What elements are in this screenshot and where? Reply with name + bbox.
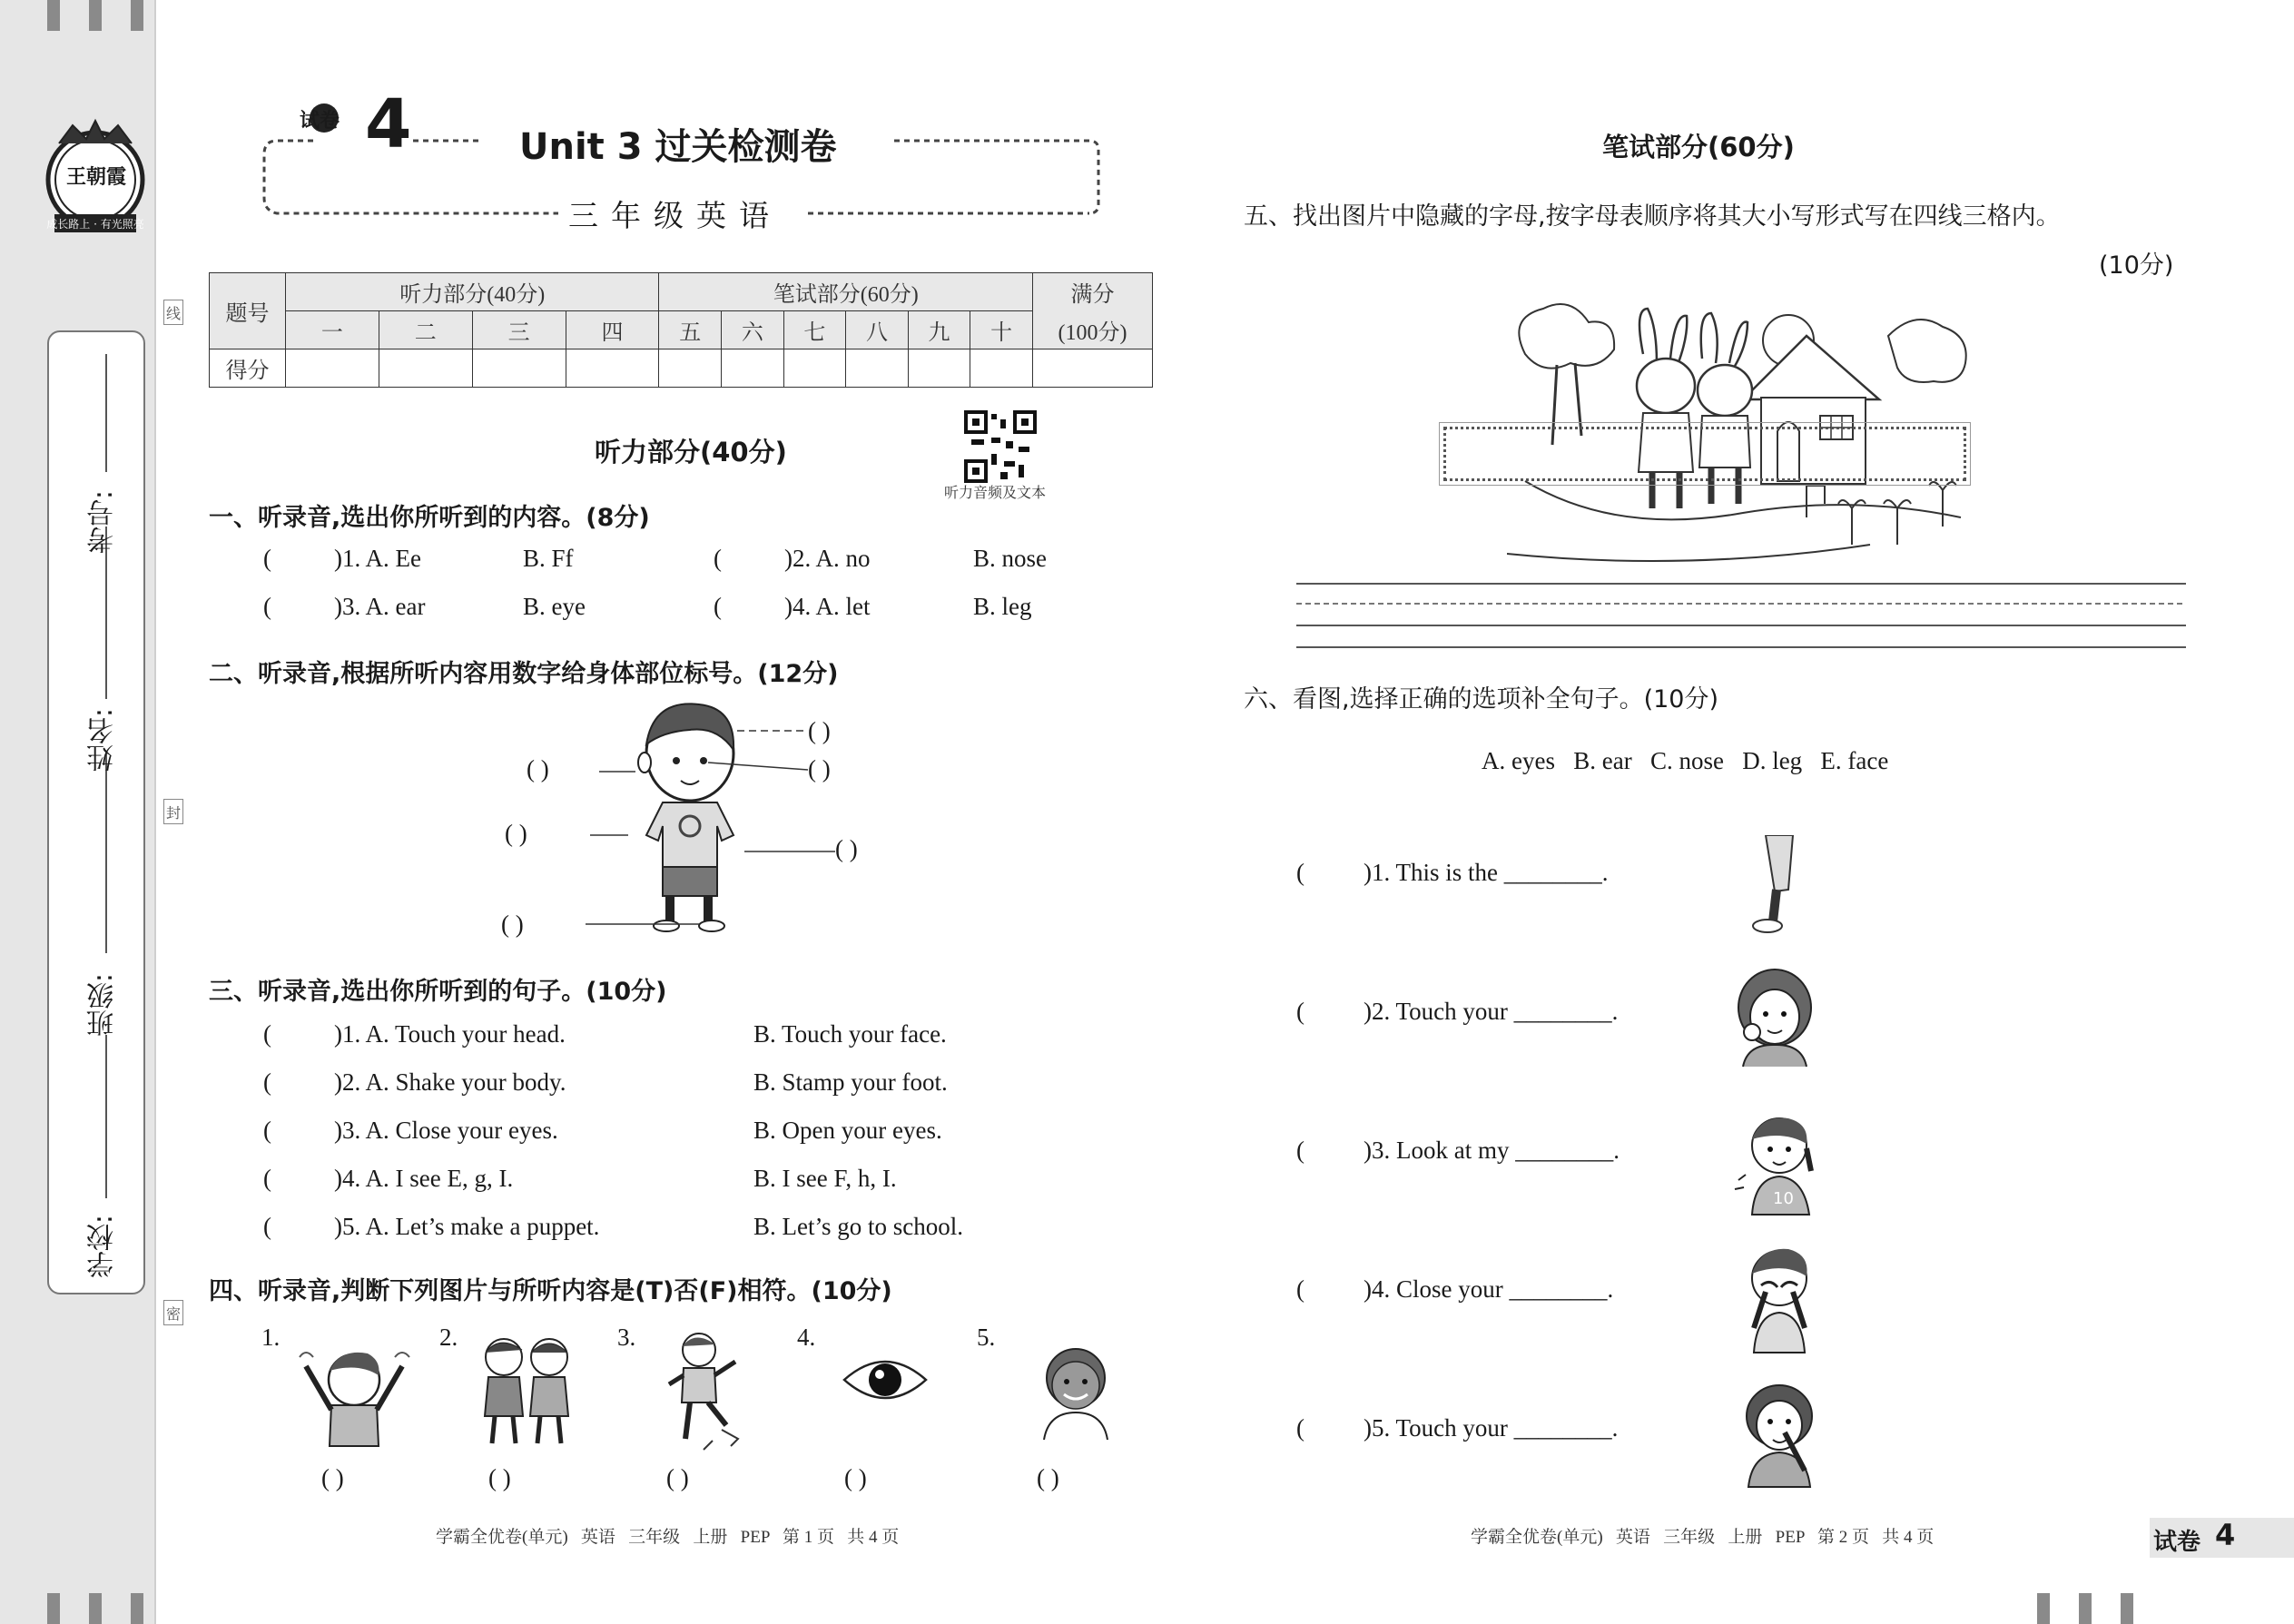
score-table [209,272,1153,388]
q3-option-a: )5. A. Let’s make a puppet. [334,1213,600,1240]
q3-option-b: B. I see F, h, I. [753,1165,897,1192]
boy-covering-eyes-picture [1734,1242,1825,1355]
svg-text:10: 10 [1773,1189,1794,1208]
qr-code-icon[interactable] [964,410,1037,483]
grid-line [1296,646,2186,648]
table-cell: 四 [566,311,659,349]
tf-answer-blank[interactable]: ( ) [488,1464,511,1491]
two-kids-picture [472,1330,581,1448]
table-cell: 三 [472,311,566,349]
table-cell: 六 [722,311,784,349]
body-part-blank[interactable]: ( ) [501,910,524,938]
student-info-box [47,330,145,1294]
binding-tick [2079,1593,2092,1624]
body-part-blank[interactable]: ( ) [527,755,549,782]
body-part-blank[interactable]: ( ) [835,835,858,862]
page-subtitle: 三年级英语 [568,198,782,233]
badge-label: 试卷 [300,110,340,133]
boy-pointing-eye-picture [1729,1107,1829,1216]
question-6-heading: 六、看图,选择正确的选项补全句子。(10分) [1244,685,1719,714]
table-header-cell: 得分 [210,349,286,388]
q1-item-1: )1. A. Ee [334,545,421,572]
question-4-heading: 四、听录音,判断下列图片与所听内容是(T)否(F)相符。(10分) [209,1277,892,1305]
binding-mark: 封 [163,799,183,824]
writing-section-title: 笔试部分(60分) [1602,132,1795,162]
table-cell: 九 [908,311,970,349]
binding-tick [131,1593,143,1624]
table-cell: 七 [783,311,846,349]
q6-sentence-3: )3. Look at my ________. [1364,1137,1620,1164]
girl-touching-ear-picture [1729,967,1820,1071]
picture-label: 5. [977,1324,996,1351]
answer-paren[interactable]: ( [714,545,722,572]
score-input[interactable] [659,349,722,388]
binding-tick [47,1593,60,1624]
eye-picture [840,1353,930,1407]
page-1-footer: 学霸全优卷(单元) 英语 三年级 上册 PEP 第 1 页 共 4 页 [436,1528,900,1547]
binding-tick [2037,1593,2050,1624]
paper-tag-number: 4 [2215,1518,2236,1552]
table-cell: 二 [379,311,472,349]
binding-tick [89,1593,102,1624]
answer-paren[interactable]: ( [263,1165,271,1192]
score-input[interactable] [1033,349,1153,388]
word-bank-box [1443,427,1966,481]
stamping-kid-picture [658,1330,749,1452]
q1-option-b: B. Ff [523,545,574,572]
q6-sentence-2: )2. Touch your ________. [1364,998,1619,1025]
table-cell: 十 [970,311,1033,349]
class-label: 班级: [87,973,119,1038]
binding-tick [47,0,60,31]
four-line-writing-grid[interactable] [1296,583,2186,648]
score-input[interactable] [286,349,379,388]
answer-paren[interactable]: ( [1296,1275,1305,1303]
body-part-blank[interactable]: ( ) [808,755,831,782]
girl-touching-nose-picture [1732,1380,1827,1489]
table-cell: 一 [286,311,379,349]
q3-option-a: )2. A. Shake your body. [334,1068,566,1096]
answer-paren[interactable]: ( [263,593,271,620]
binding-mark: 线 [163,300,183,325]
score-input[interactable] [722,349,784,388]
tf-answer-blank[interactable]: ( ) [1037,1464,1059,1491]
qr-caption: 听力音频及文本 [944,484,1047,501]
page-2-footer: 学霸全优卷(单元) 英语 三年级 上册 PEP 第 2 页 共 4 页 [1471,1528,1935,1547]
answer-paren[interactable]: ( [1296,998,1305,1025]
q1-item-2: )2. A. no [784,545,871,572]
listening-section-title: 听力部分(40分) [595,437,787,468]
q1-option-b: B. eye [523,593,586,620]
word-bank: A. eyes B. ear C. nose D. leg E. face [1482,747,1889,774]
tf-answer-blank[interactable]: ( ) [666,1464,689,1491]
picture-label: 3. [617,1324,636,1351]
smiling-face-picture [1026,1342,1126,1442]
waving-kid-picture [295,1339,413,1448]
body-part-blank[interactable]: ( ) [808,717,831,744]
body-part-blank[interactable]: ( ) [505,820,527,847]
q6-sentence-5: )5. Touch your ________. [1364,1414,1619,1442]
q1-item-4: )4. A. let [784,593,871,620]
q6-sentence-1: )1. This is the ________. [1364,859,1609,886]
class-field[interactable] [105,753,107,953]
school-label: 学校: [87,1215,119,1279]
table-group-header: 笔试部分(60分) [659,273,1033,311]
badge-number: 4 [365,85,412,163]
name-label: 姓名: [87,708,119,773]
picture-label: 4. [797,1324,816,1351]
table-cell: (100分) [1033,311,1153,349]
score-input[interactable] [566,349,659,388]
question-3-heading: 三、听录音,选出你所听到的句子。(10分) [209,978,667,1006]
q3-option-a: )4. A. I see E, g, I. [334,1165,514,1192]
binding-tick [89,0,102,31]
q6-sentence-4: )4. Close your ________. [1364,1275,1614,1303]
tf-answer-blank[interactable]: ( ) [844,1464,867,1491]
q1-item-3: )3. A. ear [334,593,426,620]
number-field[interactable] [105,354,107,472]
score-input[interactable] [379,349,472,388]
svg-text:成长路上 · 有光照亮: 成长路上 · 有光照亮 [46,218,144,231]
grid-line [1296,625,2186,626]
score-input[interactable] [472,349,566,388]
question-2-heading: 二、听录音,根据所听内容用数字给身体部位标号。(12分) [209,660,839,688]
logo-text: 王朝霞 [65,166,126,189]
tf-answer-blank[interactable]: ( ) [321,1464,344,1491]
q1-option-b: B. leg [973,593,1032,620]
table-header-cell: 满分 [1033,273,1153,311]
paper-tag-label: 试卷 [2153,1529,2201,1556]
answer-paren[interactable]: ( [1296,859,1305,886]
leg-picture [1738,835,1811,935]
table-cell: 八 [846,311,909,349]
q3-option-b: B. Stamp your foot. [753,1068,948,1096]
score-input[interactable] [970,349,1033,388]
answer-paren[interactable]: ( [714,593,722,620]
score-input[interactable] [846,349,909,388]
answer-paren[interactable]: ( [263,1068,271,1096]
answer-paren[interactable]: ( [263,1117,271,1144]
label-leader-lines [581,717,853,935]
school-field[interactable] [105,1035,107,1198]
question-5-heading: 五、找出图片中隐藏的字母,按字母表顺序将其大小写形式写在四线三格内。 [1244,202,2061,231]
picture-label: 1. [261,1324,281,1351]
q3-option-b: B. Open your eyes. [753,1117,942,1144]
answer-paren[interactable]: ( [1296,1414,1305,1442]
table-header-cell: 题号 [210,273,286,349]
answer-paren[interactable]: ( [1296,1137,1305,1164]
binding-mark: 密 [163,1300,183,1325]
question-1-heading: 一、听录音,选出你所听到的内容。(8分) [209,504,650,532]
score-input[interactable] [783,349,846,388]
answer-paren[interactable]: ( [263,1213,271,1240]
binding-tick [131,0,143,31]
question-5-points: (10分) [2099,251,2174,280]
table-group-header: 听力部分(40分) [286,273,659,311]
q1-option-b: B. nose [973,545,1047,572]
q3-option-b: B. Let’s go to school. [753,1213,963,1240]
page-title: Unit 3 过关检测卷 [519,126,837,168]
binding-tick [2121,1593,2133,1624]
grid-line [1296,583,2186,585]
grid-line [1296,603,2186,605]
table-cell: 五 [659,311,722,349]
picture-label: 2. [439,1324,458,1351]
q3-option-b: B. Touch your face. [753,1020,947,1048]
answer-paren[interactable]: ( [263,1020,271,1048]
number-label: 考号: [87,490,119,555]
q3-option-a: )3. A. Close your eyes. [334,1117,558,1144]
answer-paren[interactable]: ( [263,545,271,572]
q3-option-a: )1. A. Touch your head. [334,1020,566,1048]
score-input[interactable] [908,349,970,388]
